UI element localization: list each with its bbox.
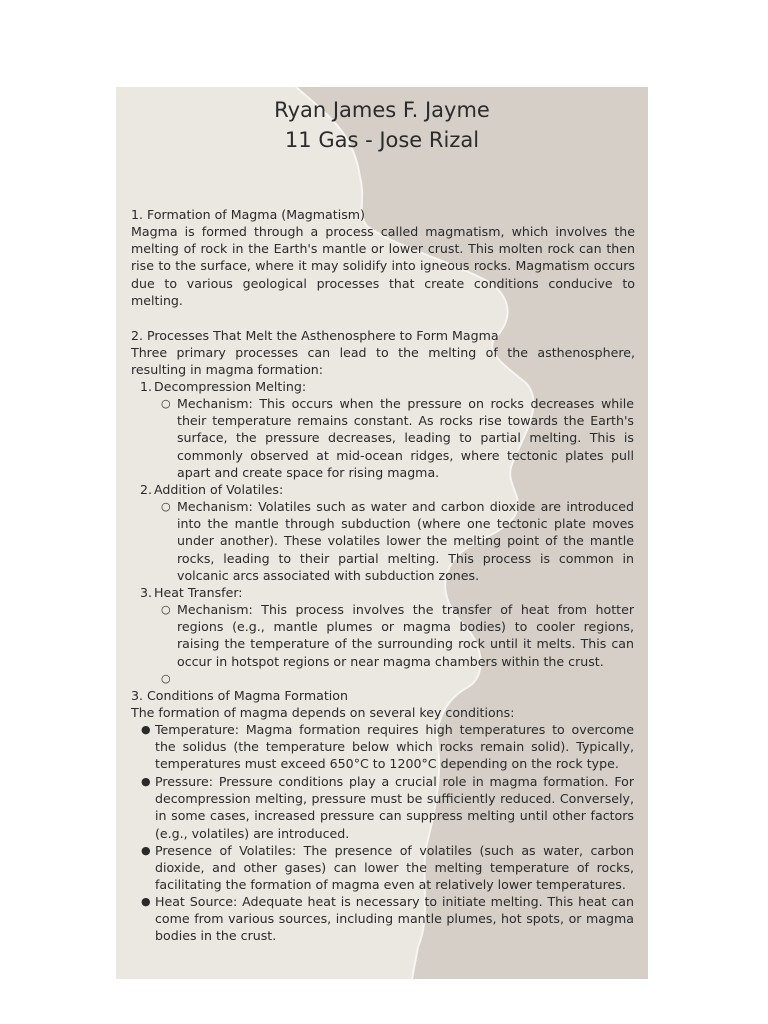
hollow-bullet-icon: ○ — [161, 397, 171, 410]
author-name: Ryan James F. Jayme — [274, 98, 490, 122]
process-detail: Mechanism: This occurs when the pressure on rocks decreases while their temperature remains constant. As rocks rise towards the Earth's surface, the pressure decreases, leading to partial melting. This is commonly observed at mid-ocean ridges, where tectonic plates pull apart and create space for rising magma. — [177, 396, 634, 480]
bullet-icon: ● — [141, 723, 151, 736]
class-section: 11 Gas - Jose Rizal — [284, 128, 480, 152]
process-label: Decompression Melting: — [154, 379, 307, 394]
section2-intro: Three primary processes can lead to the melting of the asthenosphere, resulting in magma formation: — [131, 345, 635, 378]
hollow-bullet-icon: ○ — [161, 603, 171, 616]
section3-title: 3. Conditions of Magma Formation — [131, 688, 348, 703]
document-page — [116, 87, 648, 979]
process-label: Heat Transfer: — [154, 585, 243, 600]
bullet-icon: ● — [141, 844, 151, 857]
section1-title: 1. Formation of Magma (Magmatism) — [131, 207, 365, 222]
condition-item: Temperature: Magma formation requires high temperatures to overcome the solidus (the temperature below which rocks remain solid). Typically, temperatures must exceed 650°C to 1200°C depending on the rock type. — [155, 722, 634, 772]
hollow-bullet-icon: ○ — [161, 672, 171, 685]
process-label: Addition of Volatiles: — [154, 482, 284, 497]
bullet-icon: ● — [141, 775, 151, 788]
document-content — [116, 87, 648, 979]
section3-intro: The formation of magma depends on several key conditions: — [131, 705, 515, 720]
process-number: 3. — [140, 585, 153, 600]
condition-item: Presence of Volatiles: The presence of volatiles (such as water, carbon dioxide, and other gases) can lower the melting temperature of rocks, facilitating the formation of magma even at relatively lower temperatures. — [155, 843, 634, 893]
process-number: 2. — [140, 482, 153, 497]
process-detail: Mechanism: Volatiles such as water and carbon dioxide are introduced into the mantle through subduction (where one tectonic plate moves under another). These volatiles lower the melting point of the mantle rocks, leading to their partial melting. This process is common in volcanic arcs associated with subduction zones. — [177, 499, 634, 583]
hollow-bullet-icon: ○ — [161, 500, 171, 513]
condition-item: Pressure: Pressure conditions play a crucial role in magma formation. For decompression melting, pressure must be sufficiently reduced. Conversely, in some cases, increased pressure can suppress melting until other factors (e.g., volatiles) are introduced. — [155, 774, 634, 841]
process-heading — [140, 584, 634, 601]
section1-body: Magma is formed through a process called magmatism, which involves the melting of rock in the Earth's mantle or lower crust. This molten rock can then rise to the surface, where it may solidify into igneous rocks. Magmatism occurs due to various geological processes that create conditions conducive to melting. — [131, 224, 635, 308]
process-heading — [140, 378, 634, 395]
section2-title: 2. Processes That Melt the Asthenosphere to Form Magma — [131, 328, 499, 343]
process-detail: Mechanism: This process involves the transfer of heat from hotter regions (e.g., mantle plumes or magma bodies) to cooler regions, raising the temperature of the surrounding rock until it melts. This can occur in hotspot regions or near magma chambers within the crust. — [177, 602, 634, 669]
bullet-icon: ● — [141, 895, 151, 908]
process-heading — [140, 481, 634, 498]
condition-item: Heat Source: Adequate heat is necessary to initiate melting. This heat can come from various sources, including mantle plumes, hot spots, or magma bodies in the crust. — [155, 894, 634, 944]
process-number: 1. — [140, 379, 153, 394]
